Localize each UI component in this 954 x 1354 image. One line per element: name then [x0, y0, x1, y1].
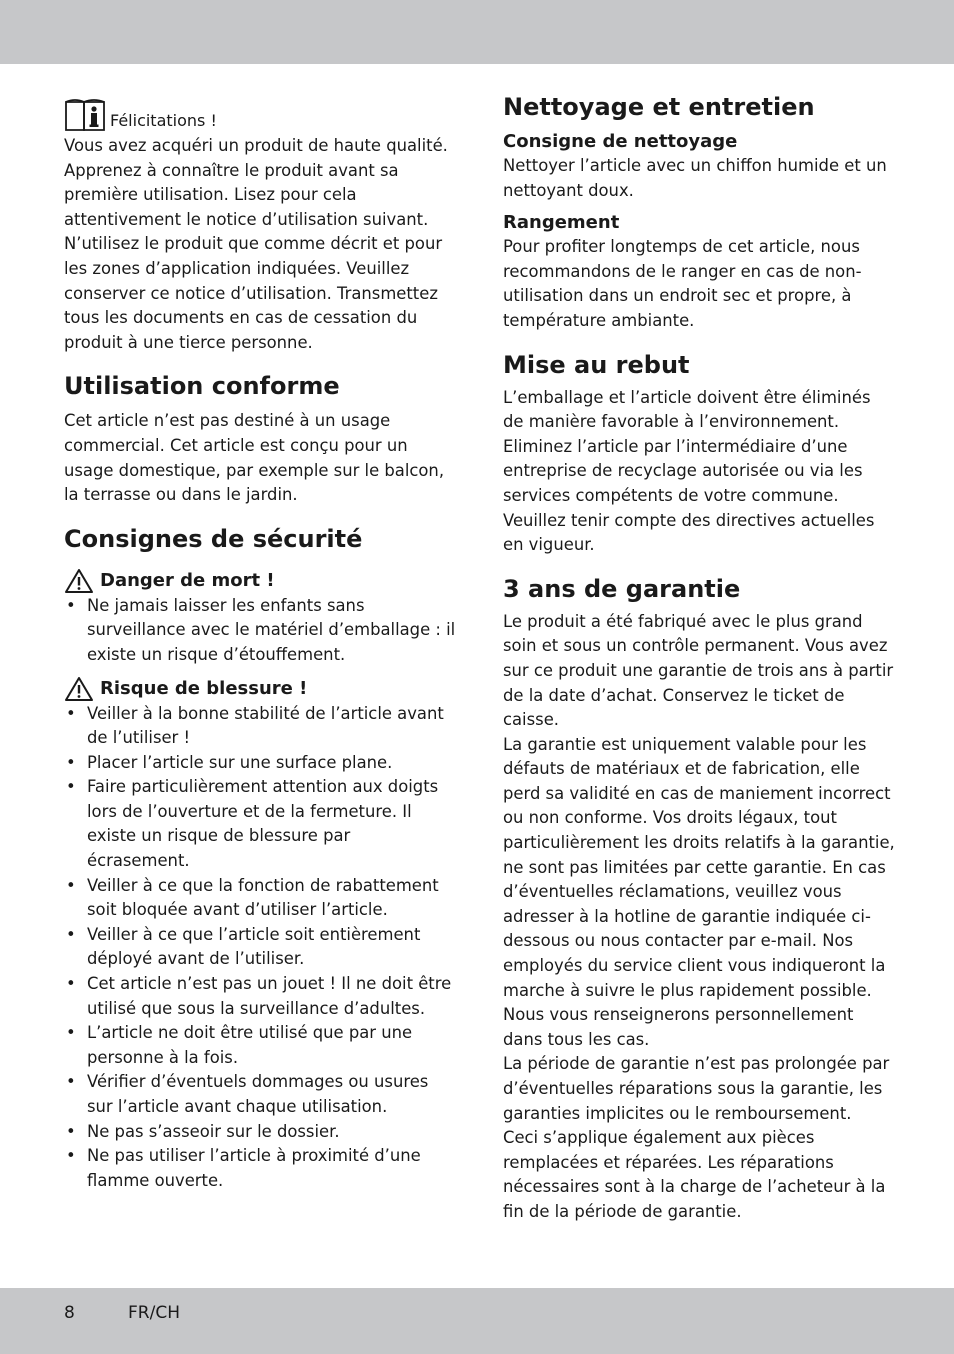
list-item: • Cet article n’est pas un jouet ! Il ne doit être utilisé que sous la surveillance d’adultes. — [66, 974, 452, 1018]
intro-label: Félicitations ! — [110, 111, 217, 130]
locale-label: FR/CH — [128, 1303, 180, 1323]
garantie-title: 3 ans de garantie — [503, 574, 741, 603]
intro-paragraph: N’utilisez le produit que comme décrit et pour les zones d’application indiquées. Veuillez conserver ce notice d’utilisation. Transmettez tous les documents en cas de cessation du produit à une tierce personne. — [64, 234, 443, 352]
rebut-title: Mise au rebut — [503, 350, 690, 379]
intro-header — [64, 92, 456, 132]
list-item: • Ne pas utiliser l’article à proximité d’une flamme ouverte. — [66, 1146, 421, 1190]
danger-title: Danger de mort ! — [100, 569, 275, 591]
consigne-title: Consigne de nettoyage — [503, 131, 738, 152]
garantie-paragraph: Ceci s’applique également aux pièces remplacées et réparées. Les réparations nécessaires sont à la charge de l’acheteur à la fin de la période de garantie. — [503, 1128, 886, 1221]
list-item: • Ne pas s’asseoir sur le dossier. — [66, 1121, 340, 1141]
consigne-text: Nettoyer l’article avec un chiffon humide et un nettoyant doux. — [503, 156, 887, 200]
danger-header — [64, 568, 456, 594]
garantie-paragraph: La période de garantie n’est pas prolongée par d’éventuelles réparations sous la garantie, les garanties implicites ou le remboursement. — [503, 1054, 890, 1123]
utilisation-title: Utilisation conforme — [64, 372, 340, 401]
list-item: • Faire particulièrement attention aux doigts lors de l’ouverture et de la fermeture. Il existe un risque de blessure par écrasement. — [66, 777, 439, 871]
risque-header — [64, 676, 456, 702]
list-item: • Veiller à la bonne stabilité de l’article avant de l’utiliser ! — [66, 703, 444, 748]
left-column — [64, 92, 456, 1193]
warning-triangle-icon — [64, 568, 94, 594]
list-item: • L’article ne doit être utilisé que par une personne à la fois. — [66, 1023, 413, 1067]
info-book-icon — [64, 96, 106, 132]
intro-paragraph: Vous avez acquéri un produit de haute qualité. Apprenez à connaître le produit avant sa première utilisation. Lisez pour cela attentivement le notice d’utilisation suivant. — [64, 136, 448, 229]
rangement-text: Pour profiter longtemps de cet article, nous recommandons de le ranger en cas de non-utilisation dans un endroit sec et propre, à température ambiante. — [503, 237, 862, 330]
danger-list — [64, 594, 456, 668]
risque-title: Risque de blessure ! — [100, 677, 308, 699]
list-item: • Ne jamais laisser les enfants sans surveillance avec le matériel d’emballage : il existe un risque d’étouffement. — [66, 595, 456, 664]
page-number: 8 — [64, 1303, 75, 1323]
warning-triangle-icon — [64, 676, 94, 702]
garantie-paragraph: Le produit a été fabriqué avec le plus grand soin et sous un contrôle permanent. Vous avez sur ce produit une garantie de trois ans à partir de la date d’achat. Conservez le ticket de caisse. — [503, 611, 894, 730]
list-item: • Veiller à ce que la fonction de rabattement soit bloquée avant d’utiliser l’article. — [66, 875, 439, 920]
header-band — [0, 0, 954, 64]
utilisation-text: Cet article n’est pas destiné à un usage commercial. Cet article est conçu pour un usage domestique, par exemple sur le balcon, la terrasse ou dans le jardin. — [64, 411, 445, 505]
list-item: • Vérifier d’éventuels dommages ou usures sur l’article avant chaque utilisation. — [66, 1072, 429, 1116]
garantie-paragraph: La garantie est uniquement valable pour les défauts de matériaux et de fabrication, elle perd sa validité en cas de maniement incorrect ou non conforme. Vos droits légaux, tout particulièrement les droits relatifs à la garantie, ne sont pas limitées par cette garantie. En cas d’éventuelles réclamations, veuillez vous adresser à la hotline de garantie indiquée ci-dessous ou nous contacter par e-mail. Nos employés du service client vous indiqueront la marche à suivre le plus rapidement possible. Nous vous renseignerons personnellement dans tous les cas. — [503, 734, 895, 1049]
rebut-paragraph: Eliminez l’article par l’intermédiaire d’une entreprise de recyclage autorisée ou via les services compétents de votre commune. Veuillez tenir compte des directives actuelles en vigueur. — [503, 436, 875, 555]
risque-list — [64, 702, 456, 1194]
list-item: • Veiller à ce que l’article soit entièrement déployé avant de l’utiliser. — [66, 924, 421, 969]
right-column — [503, 92, 895, 1225]
nettoyage-title: Nettoyage et entretien — [503, 93, 815, 121]
rangement-title: Rangement — [503, 212, 620, 234]
list-item: • Placer l’article sur une surface plane. — [66, 752, 393, 772]
rebut-paragraph: L’emballage et l’article doivent être éliminés de manière favorable à l’environnement. — [503, 387, 871, 432]
securite-title: Consignes de sécurité — [64, 524, 363, 553]
